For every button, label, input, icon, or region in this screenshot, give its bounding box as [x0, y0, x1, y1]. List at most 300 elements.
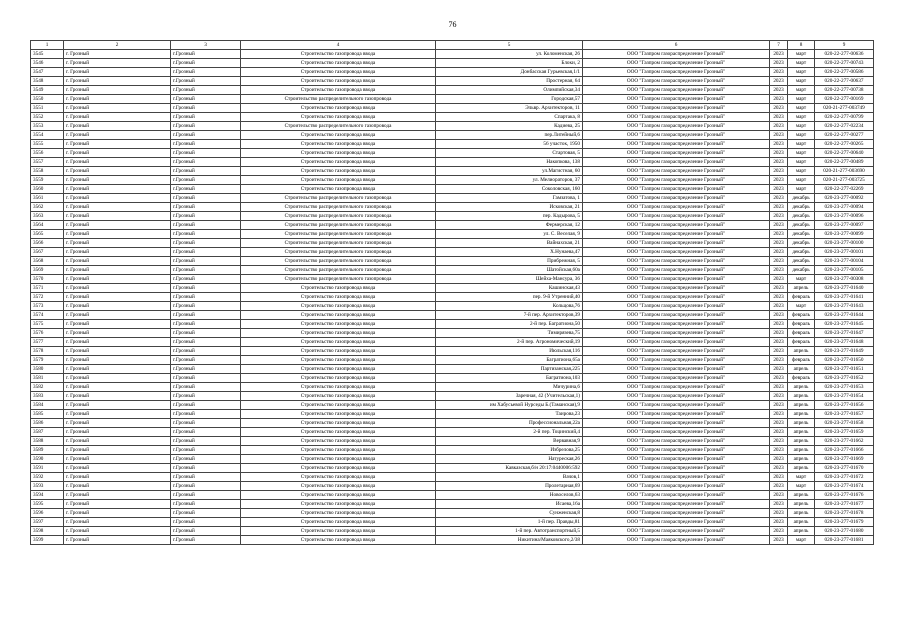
- cell-organization: ООО "Газпром газораспределение Грозный": [583, 491, 770, 500]
- cell-organization: ООО "Газпром газораспределение Грозный": [583, 257, 770, 266]
- table-row: [31, 167, 874, 176]
- cell-registration-number: 020-23-277-01647: [815, 329, 874, 338]
- cell-work-type: Строительство газопровода ввода: [241, 491, 436, 500]
- table-row: [31, 536, 874, 545]
- cell-city: г.Грозный: [171, 194, 241, 203]
- table-row: [31, 311, 874, 320]
- cell-registration-number: 020-23-277-00096: [815, 212, 874, 221]
- cell-city: г.Грозный: [171, 464, 241, 473]
- cell-city: г.Грозный: [171, 212, 241, 221]
- cell-address: Накопкова, 138: [436, 158, 583, 167]
- cell-year: 2023: [770, 437, 788, 446]
- cell-year: 2023: [770, 347, 788, 356]
- cell-year: 2023: [770, 410, 788, 419]
- cell-work-type: Строительство газопровода ввода: [241, 455, 436, 464]
- cell-row-number: 3562: [31, 203, 64, 212]
- cell-work-type: Строительство распределительного газопровода: [241, 275, 436, 284]
- table-row: [31, 482, 874, 491]
- cell-month: март: [788, 50, 815, 59]
- table-row: [31, 257, 874, 266]
- cell-year: 2023: [770, 113, 788, 122]
- cell-city: г.Грозный: [171, 509, 241, 518]
- cell-city: г.Грозный: [171, 158, 241, 167]
- cell-address: Никитина/Маяковского,2/38: [436, 536, 583, 545]
- cell-work-type: Строительство распределительного газопровода: [241, 212, 436, 221]
- cell-city: г.Грозный: [171, 221, 241, 230]
- cell-year: 2023: [770, 59, 788, 68]
- cell-city: г.Грозный: [171, 473, 241, 482]
- cell-city: г.Грозный: [171, 374, 241, 383]
- cell-year: 2023: [770, 122, 788, 131]
- cell-month: март: [788, 158, 815, 167]
- cell-organization: ООО "Газпром газораспределение Грозный": [583, 293, 770, 302]
- table-row: [31, 158, 874, 167]
- cell-month: апрель: [788, 500, 815, 509]
- cell-work-type: Строительство газопровода ввода: [241, 356, 436, 365]
- cell-month: апрель: [788, 401, 815, 410]
- table-row: [31, 455, 874, 464]
- cell-address: Вервавная,9: [436, 437, 583, 446]
- cell-year: 2023: [770, 365, 788, 374]
- cell-work-type: Строительство газопровода ввода: [241, 365, 436, 374]
- cell-year: 2023: [770, 536, 788, 545]
- cell-work-type: Строительство газопровода ввода: [241, 419, 436, 428]
- cell-registration-number: 020-23-277-01652: [815, 374, 874, 383]
- cell-year: 2023: [770, 167, 788, 176]
- cell-address: Гамзатова, 1: [436, 194, 583, 203]
- cell-month: март: [788, 275, 815, 284]
- cell-year: 2023: [770, 284, 788, 293]
- table-row: [31, 500, 874, 509]
- cell-work-type: Строительство газопровода ввода: [241, 113, 436, 122]
- cell-region: г. Грозный: [64, 77, 171, 86]
- cell-organization: ООО "Газпром газораспределение Грозный": [583, 167, 770, 176]
- cell-address: Фермерская, 12: [436, 221, 583, 230]
- cell-year: 2023: [770, 491, 788, 500]
- cell-work-type: Строительство газопровода ввода: [241, 401, 436, 410]
- cell-row-number: 3584: [31, 401, 64, 410]
- cell-row-number: 3587: [31, 428, 64, 437]
- cell-address: Стартовая, 5: [436, 149, 583, 158]
- cell-city: г.Грозный: [171, 284, 241, 293]
- cell-year: 2023: [770, 320, 788, 329]
- cell-address: Простерная, 64: [436, 77, 583, 86]
- cell-row-number: 3588: [31, 437, 64, 446]
- cell-row-number: 3592: [31, 473, 64, 482]
- cell-organization: ООО "Газпром газораспределение Грозный": [583, 311, 770, 320]
- cell-organization: ООО "Газпром газораспределение Грозный": [583, 104, 770, 113]
- cell-organization: ООО "Газпром газораспределение Грозный": [583, 527, 770, 536]
- cell-year: 2023: [770, 131, 788, 140]
- table-body: [31, 50, 874, 545]
- cell-work-type: Строительство распределительного газопровода: [241, 122, 436, 131]
- cell-year: 2023: [770, 104, 788, 113]
- cell-registration-number: 020-23-277-00094: [815, 203, 874, 212]
- cell-region: г. Грозный: [64, 212, 171, 221]
- cell-row-number: 3582: [31, 383, 64, 392]
- cell-work-type: Строительство газопровода ввода: [241, 167, 436, 176]
- cell-registration-number: 020-23-277-01645: [815, 320, 874, 329]
- cell-work-type: Строительство распределительного газопровода: [241, 194, 436, 203]
- cell-work-type: Строительство распределительного газопровода: [241, 248, 436, 257]
- cell-region: г. Грозный: [64, 419, 171, 428]
- cell-region: г. Грозный: [64, 482, 171, 491]
- cell-address: Пролетарная,69: [436, 482, 583, 491]
- cell-organization: ООО "Газпром газораспределение Грозный": [583, 338, 770, 347]
- cell-city: г.Грозный: [171, 293, 241, 302]
- cell-address: ул. Мелиораторов, 37: [436, 176, 583, 185]
- column-header: 9: [815, 41, 874, 50]
- cell-organization: ООО "Газпром газораспределение Грозный": [583, 347, 770, 356]
- cell-address: Шатойская,60а: [436, 266, 583, 275]
- cell-registration-number: 020-23-277-01677: [815, 500, 874, 509]
- cell-row-number: 3593: [31, 482, 64, 491]
- cell-row-number: 3566: [31, 239, 64, 248]
- column-header: 3: [171, 41, 241, 50]
- cell-row-number: 3579: [31, 356, 64, 365]
- cell-region: г. Грозный: [64, 194, 171, 203]
- table-row: [31, 68, 874, 77]
- cell-region: г. Грозный: [64, 518, 171, 527]
- cell-registration-number: 020-23-277-00105: [815, 266, 874, 275]
- cell-organization: ООО "Газпром газораспределение Грозный": [583, 86, 770, 95]
- cell-organization: ООО "Газпром газораспределение Грозный": [583, 410, 770, 419]
- cell-month: декабрь: [788, 248, 815, 257]
- cell-organization: ООО "Газпром газораспределение Грозный": [583, 419, 770, 428]
- cell-row-number: 3548: [31, 77, 64, 86]
- cell-region: г. Грозный: [64, 230, 171, 239]
- cell-address: Мичурина,6: [436, 383, 583, 392]
- cell-registration-number: 020-23-277-00099: [815, 230, 874, 239]
- cell-address: Шейха-Мансура, 36: [436, 275, 583, 284]
- cell-address: Вайнахская, 21: [436, 239, 583, 248]
- cell-year: 2023: [770, 302, 788, 311]
- cell-address: Багратиона,65а: [436, 356, 583, 365]
- cell-month: апрель: [788, 392, 815, 401]
- cell-registration-number: 020-23-277-00097: [815, 221, 874, 230]
- cell-work-type: Строительство распределительного газопровода: [241, 95, 436, 104]
- cell-work-type: Строительство газопровода ввода: [241, 347, 436, 356]
- cell-organization: ООО "Газпром газораспределение Грозный": [583, 536, 770, 545]
- cell-registration-number: 020-22-277-00489: [815, 158, 874, 167]
- cell-region: г. Грозный: [64, 284, 171, 293]
- cell-registration-number: 020-22-277-00738: [815, 86, 874, 95]
- cell-row-number: 3570: [31, 275, 64, 284]
- cell-month: март: [788, 113, 815, 122]
- cell-row-number: 3578: [31, 347, 64, 356]
- table-row: [31, 203, 874, 212]
- cell-address: Эльвр. Архитекторов, 11: [436, 104, 583, 113]
- cell-organization: ООО "Газпром газораспределение Грозный": [583, 248, 770, 257]
- cell-registration-number: 020-22-277-00637: [815, 77, 874, 86]
- cell-row-number: 3575: [31, 320, 64, 329]
- cell-organization: ООО "Газпром газораспределение Грозный": [583, 383, 770, 392]
- cell-region: г. Грозный: [64, 95, 171, 104]
- table-row: [31, 77, 874, 86]
- cell-city: г.Грозный: [171, 122, 241, 131]
- table-row: [31, 266, 874, 275]
- cell-region: г. Грозный: [64, 446, 171, 455]
- cell-work-type: Строительство газопровода ввода: [241, 383, 436, 392]
- cell-work-type: Строительство газопровода ввода: [241, 176, 436, 185]
- cell-region: г. Грозный: [64, 365, 171, 374]
- cell-registration-number: 020-22-277-00636: [815, 50, 874, 59]
- cell-row-number: 3561: [31, 194, 64, 203]
- cell-year: 2023: [770, 95, 788, 104]
- cell-work-type: Строительство газопровода ввода: [241, 77, 436, 86]
- cell-address: Городская,57: [436, 95, 583, 104]
- cell-region: г. Грозный: [64, 158, 171, 167]
- cell-region: г. Грозный: [64, 167, 171, 176]
- cell-address: 2-й пер. Агрономический,19: [436, 338, 583, 347]
- cell-address: Сунженская,8: [436, 509, 583, 518]
- cell-address: 1-й пер. Правды,81: [436, 518, 583, 527]
- cell-row-number: 3552: [31, 113, 64, 122]
- cell-row-number: 3590: [31, 455, 64, 464]
- cell-year: 2023: [770, 86, 788, 95]
- cell-work-type: Строительство газопровода ввода: [241, 320, 436, 329]
- cell-month: декабрь: [788, 239, 815, 248]
- cell-region: г. Грозный: [64, 311, 171, 320]
- cell-registration-number: 020-22-277-00743: [815, 59, 874, 68]
- cell-region: г. Грозный: [64, 68, 171, 77]
- cell-month: апрель: [788, 455, 815, 464]
- cell-address: 2-й пер. Тоцинский,4: [436, 428, 583, 437]
- table-row: [31, 329, 874, 338]
- table-row: [31, 131, 874, 140]
- cell-year: 2023: [770, 482, 788, 491]
- cell-registration-number: 020-23-277-01659: [815, 428, 874, 437]
- table-row: [31, 392, 874, 401]
- cell-row-number: 3557: [31, 158, 64, 167]
- cell-address: Партизанская,225: [436, 365, 583, 374]
- table-row: [31, 221, 874, 230]
- cell-city: г.Грозный: [171, 113, 241, 122]
- cell-month: март: [788, 185, 815, 194]
- cell-work-type: Строительство газопровода ввода: [241, 284, 436, 293]
- cell-city: г.Грозный: [171, 86, 241, 95]
- table-row: [31, 176, 874, 185]
- table-row: [31, 275, 874, 284]
- cell-month: апрель: [788, 464, 815, 473]
- cell-region: г. Грозный: [64, 185, 171, 194]
- cell-row-number: 3545: [31, 50, 64, 59]
- cell-year: 2023: [770, 401, 788, 410]
- cell-city: г.Грозный: [171, 392, 241, 401]
- cell-city: г.Грозный: [171, 527, 241, 536]
- cell-year: 2023: [770, 248, 788, 257]
- cell-work-type: Строительство газопровода ввода: [241, 500, 436, 509]
- cell-organization: ООО "Газпром газораспределение Грозный": [583, 428, 770, 437]
- cell-month: апрель: [788, 527, 815, 536]
- table-row: [31, 383, 874, 392]
- cell-work-type: Строительство распределительного газопровода: [241, 221, 436, 230]
- table-row: [31, 212, 874, 221]
- cell-row-number: 3586: [31, 419, 64, 428]
- cell-row-number: 3589: [31, 446, 64, 455]
- cell-month: декабрь: [788, 203, 815, 212]
- cell-row-number: 3553: [31, 122, 64, 131]
- cell-month: март: [788, 131, 815, 140]
- cell-city: г.Грозный: [171, 437, 241, 446]
- cell-month: февраль: [788, 356, 815, 365]
- cell-month: апрель: [788, 365, 815, 374]
- cell-region: г. Грозный: [64, 149, 171, 158]
- cell-registration-number: 020-23-277-01666: [815, 446, 874, 455]
- table-row: [31, 230, 874, 239]
- cell-organization: ООО "Газпром газораспределение Грозный": [583, 365, 770, 374]
- table-row: [31, 95, 874, 104]
- cell-city: г.Грозный: [171, 59, 241, 68]
- cell-region: г. Грозный: [64, 59, 171, 68]
- cell-organization: ООО "Газпром газораспределение Грозный": [583, 185, 770, 194]
- cell-work-type: Строительство газопровода ввода: [241, 59, 436, 68]
- cell-month: март: [788, 176, 815, 185]
- column-header: 4: [241, 41, 436, 50]
- cell-city: г.Грозный: [171, 329, 241, 338]
- cell-region: г. Грозный: [64, 383, 171, 392]
- cell-region: г. Грозный: [64, 302, 171, 311]
- cell-registration-number: 020-23-277-00100: [815, 239, 874, 248]
- cell-address: Блоки, 2: [436, 59, 583, 68]
- column-header: 6: [583, 41, 770, 50]
- cell-registration-number: 020-23-277-00308: [815, 275, 874, 284]
- column-header: 1: [31, 41, 64, 50]
- cell-row-number: 3594: [31, 491, 64, 500]
- table-row: [31, 437, 874, 446]
- cell-year: 2023: [770, 383, 788, 392]
- table-row: [31, 527, 874, 536]
- cell-row-number: 3574: [31, 311, 64, 320]
- cell-address: им Хабусьевой Нурседы Б.(Таманская),9: [436, 401, 583, 410]
- cell-registration-number: 020-22-277-00799: [815, 113, 874, 122]
- table-row: [31, 194, 874, 203]
- cell-registration-number: 020-22-277-00586: [815, 68, 874, 77]
- cell-registration-number: 020-23-277-01643: [815, 302, 874, 311]
- cell-work-type: Строительство газопровода ввода: [241, 410, 436, 419]
- cell-organization: ООО "Газпром газораспределение Грозный": [583, 212, 770, 221]
- cell-row-number: 3581: [31, 374, 64, 383]
- cell-month: апрель: [788, 491, 815, 500]
- cell-organization: ООО "Газпром газораспределение Грозный": [583, 284, 770, 293]
- cell-month: апрель: [788, 347, 815, 356]
- cell-registration-number: 020-23-277-01644: [815, 311, 874, 320]
- cell-region: г. Грозный: [64, 338, 171, 347]
- table-row: [31, 509, 874, 518]
- cell-region: г. Грозный: [64, 203, 171, 212]
- cell-region: г. Грозный: [64, 50, 171, 59]
- cell-year: 2023: [770, 221, 788, 230]
- cell-region: г. Грозный: [64, 473, 171, 482]
- cell-registration-number: 020-23-277-00092: [815, 194, 874, 203]
- cell-year: 2023: [770, 158, 788, 167]
- cell-address: Кольцова,76: [436, 302, 583, 311]
- cell-month: март: [788, 68, 815, 77]
- column-header: 7: [770, 41, 788, 50]
- cell-registration-number: 020-23-277-01641: [815, 293, 874, 302]
- cell-region: г. Грозный: [64, 509, 171, 518]
- cell-region: г. Грозный: [64, 221, 171, 230]
- cell-organization: ООО "Газпром газораспределение Грозный": [583, 302, 770, 311]
- cell-registration-number: 020-23-277-01640: [815, 284, 874, 293]
- cell-organization: ООО "Газпром газораспределение Грозный": [583, 176, 770, 185]
- table-row: [31, 446, 874, 455]
- cell-registration-number: 020-23-277-01676: [815, 491, 874, 500]
- table-row: [31, 419, 874, 428]
- cell-address: 7-й пер. Архитекторов,39: [436, 311, 583, 320]
- cell-registration-number: 020-23-277-01650: [815, 356, 874, 365]
- table-row: [31, 149, 874, 158]
- cell-month: февраль: [788, 374, 815, 383]
- cell-address: Исаева,16а: [436, 500, 583, 509]
- cell-region: г. Грозный: [64, 410, 171, 419]
- cell-month: февраль: [788, 311, 815, 320]
- cell-city: г.Грозный: [171, 446, 241, 455]
- cell-address: Исковская, 21: [436, 203, 583, 212]
- cell-region: г. Грозный: [64, 356, 171, 365]
- cell-row-number: 3572: [31, 293, 64, 302]
- cell-city: г.Грозный: [171, 383, 241, 392]
- cell-registration-number: 020-22-277-00640: [815, 149, 874, 158]
- cell-work-type: Строительство газопровода ввода: [241, 428, 436, 437]
- cell-row-number: 3576: [31, 329, 64, 338]
- cell-address: пер. Кадырова, 5: [436, 212, 583, 221]
- cell-month: апрель: [788, 428, 815, 437]
- table-row: [31, 374, 874, 383]
- cell-address: пер.Литейный,6: [436, 131, 583, 140]
- cell-registration-number: 020-23-277-01670: [815, 464, 874, 473]
- cell-address: Кашинская,43: [436, 284, 583, 293]
- cell-year: 2023: [770, 68, 788, 77]
- cell-year: 2023: [770, 194, 788, 203]
- table-row: [31, 347, 874, 356]
- cell-city: г.Грозный: [171, 248, 241, 257]
- cell-work-type: Строительство газопровода ввода: [241, 158, 436, 167]
- cell-organization: ООО "Газпром газораспределение Грозный": [583, 203, 770, 212]
- cell-city: г.Грозный: [171, 428, 241, 437]
- cell-city: г.Грозный: [171, 77, 241, 86]
- cell-row-number: 3568: [31, 257, 64, 266]
- table-row: [31, 140, 874, 149]
- cell-city: г.Грозный: [171, 356, 241, 365]
- cell-organization: ООО "Газпром газораспределение Грозный": [583, 194, 770, 203]
- cell-month: март: [788, 104, 815, 113]
- cell-work-type: Строительство газопровода ввода: [241, 473, 436, 482]
- cell-city: г.Грозный: [171, 140, 241, 149]
- cell-address: Заречная, 42 (Учительская,1): [436, 392, 583, 401]
- cell-address: Кавказская,б/н 20:17:0440006:592: [436, 464, 583, 473]
- cell-city: г.Грозный: [171, 482, 241, 491]
- cell-region: г. Грозный: [64, 248, 171, 257]
- cell-year: 2023: [770, 149, 788, 158]
- cell-city: г.Грозный: [171, 302, 241, 311]
- cell-city: г.Грозный: [171, 203, 241, 212]
- cell-city: г.Грозный: [171, 266, 241, 275]
- table-row: [31, 284, 874, 293]
- cell-month: март: [788, 140, 815, 149]
- cell-city: г.Грозный: [171, 131, 241, 140]
- cell-month: апрель: [788, 509, 815, 518]
- table-row: [31, 248, 874, 257]
- cell-region: г. Грозный: [64, 527, 171, 536]
- cell-row-number: 3598: [31, 527, 64, 536]
- cell-region: г. Грозный: [64, 401, 171, 410]
- cell-work-type: Строительство распределительного газопровода: [241, 230, 436, 239]
- table-row: [31, 302, 874, 311]
- cell-row-number: 3558: [31, 167, 64, 176]
- cell-organization: ООО "Газпром газораспределение Грозный": [583, 329, 770, 338]
- cell-organization: ООО "Газпром газораспределение Грозный": [583, 140, 770, 149]
